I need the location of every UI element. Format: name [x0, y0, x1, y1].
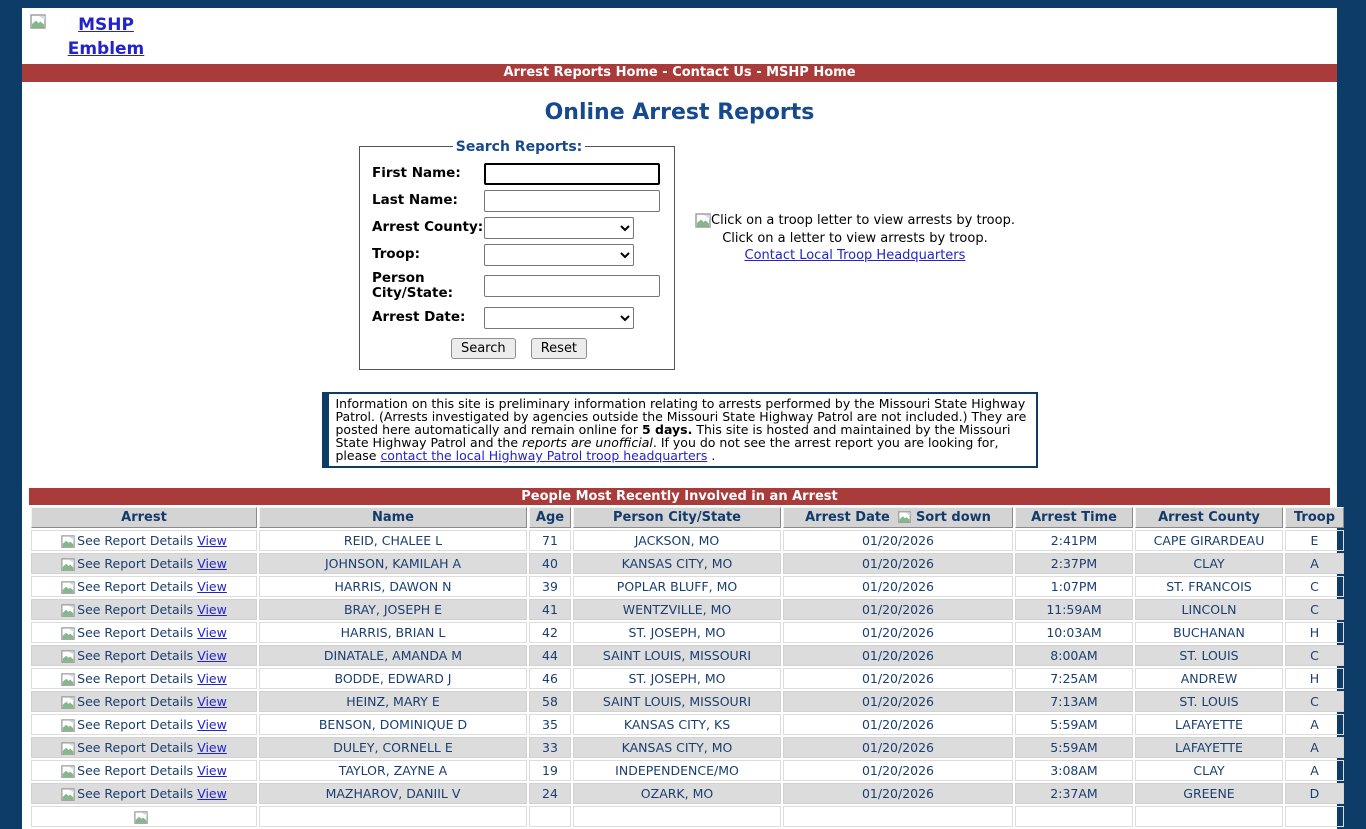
troop-cell: A	[1285, 714, 1344, 735]
arrest-time-cell: 5:59AM	[1015, 737, 1133, 758]
age-cell: 58	[529, 691, 571, 712]
person-city-state-cell: ST. JOSEPH, MO	[573, 668, 781, 689]
person-city-state-cell: OZARK, MO	[573, 783, 781, 804]
troop-map-panel	[695, 213, 1015, 263]
troop-cell	[1285, 806, 1344, 827]
age-cell: 44	[529, 645, 571, 666]
search-reports-fieldset	[359, 139, 675, 370]
view-report-link[interactable]: View	[197, 717, 227, 732]
arrest-action-cell	[31, 668, 257, 689]
arrest-county-cell: CLAY	[1135, 553, 1283, 574]
arrest-action-cell	[31, 576, 257, 597]
first-name-label: First Name:	[372, 164, 461, 181]
arrest-time-cell: 7:25AM	[1015, 668, 1133, 689]
arrest-date-cell: 01/20/2026	[783, 553, 1013, 574]
see-report-details-label: See Report Details	[77, 556, 194, 571]
see-report-details-label: See Report Details	[77, 763, 194, 778]
arrestee-name-cell: BENSON, DOMINIQUE D	[259, 714, 527, 735]
table-row	[31, 645, 1344, 666]
arrest-date-cell: 01/20/2026	[783, 668, 1013, 689]
person-city-state-cell: WENTZVILLE, MO	[573, 599, 781, 620]
arrest-county-cell: CLAY	[1135, 760, 1283, 781]
view-report-link[interactable]: View	[197, 556, 227, 571]
last-name-label: Last Name:	[372, 191, 458, 208]
table-row	[31, 530, 1344, 551]
column-header-arrest-time: Arrest Time	[1015, 507, 1133, 528]
arrest-time-cell: 7:13AM	[1015, 691, 1133, 712]
arrest-time-cell: 2:41PM	[1015, 530, 1133, 551]
notice-bold-days: 5 days.	[641, 421, 693, 437]
arrest-date-select[interactable]	[484, 307, 634, 329]
person-city-state-input[interactable]	[484, 275, 660, 297]
see-report-details-broken-image-icon	[61, 627, 75, 641]
arrest-county-cell: LINCOLN	[1135, 599, 1283, 620]
view-report-link[interactable]: View	[197, 648, 227, 663]
arrest-time-cell: 10:03AM	[1015, 622, 1133, 643]
arrest-action-cell	[31, 691, 257, 712]
troop-map-alt-text: Click on a troop letter to view arrests by troop.	[711, 213, 1015, 229]
age-cell: 71	[529, 530, 571, 551]
arrest-county-cell: LAFAYETTE	[1135, 737, 1283, 758]
see-report-details-broken-image-icon	[134, 811, 148, 825]
troop-label: Troop:	[372, 245, 420, 262]
nav-separator: -	[751, 65, 767, 81]
troop-cell: A	[1285, 760, 1344, 781]
column-header-arrest-date[interactable]	[783, 507, 1013, 528]
troop-cell: C	[1285, 576, 1344, 597]
arrest-time-cell: 2:37PM	[1015, 553, 1133, 574]
age-cell: 24	[529, 783, 571, 804]
arrest-date-cell: 01/20/2026	[783, 599, 1013, 620]
troop-cell: H	[1285, 622, 1344, 643]
table-row	[31, 691, 1344, 712]
person-city-state-label: Person City/State:	[372, 269, 454, 302]
troop-cell: H	[1285, 668, 1344, 689]
arrestee-name-cell	[259, 806, 527, 827]
see-report-details-broken-image-icon	[61, 604, 75, 618]
view-report-link[interactable]: View	[197, 740, 227, 755]
arrestee-name-cell: REID, CHALEE L	[259, 530, 527, 551]
arrest-action-cell	[31, 714, 257, 735]
arrest-date-cell: 01/20/2026	[783, 622, 1013, 643]
view-report-link[interactable]: View	[197, 625, 227, 640]
person-city-state-cell: JACKSON, MO	[573, 530, 781, 551]
see-report-details-label: See Report Details	[77, 648, 194, 663]
age-cell: 41	[529, 599, 571, 620]
see-report-details-label: See Report Details	[77, 717, 194, 732]
troop-cell: A	[1285, 737, 1344, 758]
arrestee-name-cell: DULEY, CORNELL E	[259, 737, 527, 758]
arrest-time-cell: 2:37AM	[1015, 783, 1133, 804]
see-report-details-broken-image-icon	[61, 742, 75, 756]
table-row	[31, 714, 1344, 735]
age-cell: 19	[529, 760, 571, 781]
see-report-details-broken-image-icon	[61, 650, 75, 664]
arrest-time-cell	[1015, 806, 1133, 827]
arrest-county-select[interactable]	[484, 217, 634, 239]
age-cell: 40	[529, 553, 571, 574]
see-report-details-broken-image-icon	[61, 696, 75, 710]
arrestee-name-cell: DINATALE, AMANDA M	[259, 645, 527, 666]
arrest-county-cell: ST. LOUIS	[1135, 645, 1283, 666]
age-cell: 35	[529, 714, 571, 735]
arrest-county-cell: GREENE	[1135, 783, 1283, 804]
table-row	[31, 576, 1344, 597]
arrest-action-cell	[31, 760, 257, 781]
arrest-date-cell: 01/20/2026	[783, 714, 1013, 735]
last-name-input[interactable]	[484, 190, 660, 212]
age-cell: 33	[529, 737, 571, 758]
troop-cell: C	[1285, 599, 1344, 620]
nav-link-arrest-reports-home[interactable]: Arrest Reports Home	[503, 65, 658, 81]
troop-caption: Click on a letter to view arrests by troop.	[722, 230, 988, 246]
arrest-action-cell	[31, 806, 257, 827]
search-region	[359, 139, 1337, 370]
troop-cell: D	[1285, 783, 1344, 804]
arrest-time-cell: 1:07PM	[1015, 576, 1133, 597]
see-report-details-broken-image-icon	[61, 788, 75, 802]
search-button[interactable]: Search	[451, 338, 516, 359]
see-report-details-broken-image-icon	[61, 535, 75, 549]
arrest-date-cell: 01/20/2026	[783, 783, 1013, 804]
see-report-details-broken-image-icon	[61, 558, 75, 572]
troop-cell: C	[1285, 645, 1344, 666]
arrest-results-table	[29, 505, 1346, 829]
arrest-action-cell	[31, 622, 257, 643]
see-report-details-label: See Report Details	[77, 786, 194, 801]
arrest-county-cell: ANDREW	[1135, 668, 1283, 689]
arrest-action-cell	[31, 737, 257, 758]
reset-button[interactable]: Reset	[531, 338, 587, 359]
arrest-date-cell: 01/20/2026	[783, 760, 1013, 781]
troop-cell: E	[1285, 530, 1344, 551]
view-report-link[interactable]: View	[197, 602, 227, 617]
emblem-header	[22, 8, 1337, 64]
table-row	[31, 622, 1344, 643]
arrestee-name-cell: JOHNSON, KAMILAH A	[259, 553, 527, 574]
arrest-county-cell	[1135, 806, 1283, 827]
see-report-details-label: See Report Details	[77, 533, 194, 548]
person-city-state-cell: SAINT LOUIS, MISSOURI	[573, 691, 781, 712]
notice-text: . If you do not see the arrest report you are looking for, please	[335, 435, 999, 464]
arrest-date-cell: 01/20/2026	[783, 576, 1013, 597]
see-report-details-label: See Report Details	[77, 671, 194, 686]
results-banner: People Most Recently Involved in an Arrest	[29, 488, 1330, 505]
column-header-arrest: Arrest	[31, 507, 257, 528]
broken-image-icon	[30, 14, 46, 30]
arrest-time-cell: 11:59AM	[1015, 599, 1133, 620]
table-row	[31, 668, 1344, 689]
view-report-link[interactable]: View	[197, 671, 227, 686]
age-cell: 42	[529, 622, 571, 643]
contact-troop-headquarters-inline-link[interactable]: contact the local Highway Patrol troop headquarters	[380, 448, 708, 464]
age-cell: 39	[529, 576, 571, 597]
arrestee-name-cell: MAZHAROV, DANIIL V	[259, 783, 527, 804]
person-city-state-cell: POPLAR BLUFF, MO	[573, 576, 781, 597]
arrest-date-header-label: Arrest Date	[805, 510, 890, 526]
arrest-time-cell: 5:59AM	[1015, 714, 1133, 735]
arrest-action-cell	[31, 645, 257, 666]
table-row	[31, 806, 1344, 827]
person-city-state-cell: KANSAS CITY, KS	[573, 714, 781, 735]
person-city-state-cell: KANSAS CITY, MO	[573, 737, 781, 758]
table-row	[31, 553, 1344, 574]
arrest-date-cell	[783, 806, 1013, 827]
view-report-link[interactable]: View	[197, 694, 227, 709]
troop-cell: A	[1285, 553, 1344, 574]
arrest-date-label: Arrest Date:	[372, 308, 466, 325]
page-title: Online Arrest Reports	[544, 99, 815, 125]
age-cell	[529, 806, 571, 827]
arrest-date-cell: 01/20/2026	[783, 691, 1013, 712]
notice-text: Information on this site is preliminary information relating to arrests performed by the Missouri State Highway Patrol. (Arrests investigated by agencies outside the Missouri State Highway Patrol are not included.) They are posted here automatically and remain online for	[335, 395, 1027, 437]
arrest-county-cell: ST. LOUIS	[1135, 691, 1283, 712]
arrestee-name-cell: HARRIS, BRIAN L	[259, 622, 527, 643]
arrestee-name-cell: BODDE, EDWARD J	[259, 668, 527, 689]
results-section	[29, 488, 1336, 829]
disclaimer-notice	[322, 392, 1038, 469]
arrestee-name-cell: HARRIS, DAWON N	[259, 576, 527, 597]
arrest-date-cell: 01/20/2026	[783, 530, 1013, 551]
nav-link-mshp-home[interactable]: MSHP Home	[766, 65, 856, 81]
person-city-state-cell: SAINT LOUIS, MISSOURI	[573, 645, 781, 666]
first-name-input[interactable]	[484, 163, 660, 185]
table-row	[31, 783, 1344, 804]
column-header-arrest-county: Arrest County	[1135, 507, 1283, 528]
arrest-action-cell	[31, 530, 257, 551]
arrest-date-cell: 01/20/2026	[783, 737, 1013, 758]
table-row	[31, 599, 1344, 620]
person-city-state-cell: ST. JOSEPH, MO	[573, 622, 781, 643]
arrest-county-cell: BUCHANAN	[1135, 622, 1283, 643]
notice-text: This site is hosted and maintained by the Missouri State Highway Patrol and the	[335, 421, 1011, 450]
see-report-details-label: See Report Details	[77, 694, 194, 709]
sort-down-broken-image-icon[interactable]	[898, 511, 911, 524]
arrest-county-label: Arrest County:	[372, 218, 484, 235]
view-report-link[interactable]: View	[197, 763, 227, 778]
person-city-state-cell	[573, 806, 781, 827]
table-row	[31, 760, 1344, 781]
top-nav-bar	[22, 64, 1337, 82]
table-row	[31, 737, 1344, 758]
column-header-age: Age	[529, 507, 571, 528]
person-city-state-cell: INDEPENDENCE/MO	[573, 760, 781, 781]
see-report-details-broken-image-icon	[61, 765, 75, 779]
arrest-action-cell	[31, 599, 257, 620]
arrest-date-cell: 01/20/2026	[783, 645, 1013, 666]
arrest-time-cell: 8:00AM	[1015, 645, 1133, 666]
arrestee-name-cell: TAYLOR, ZAYNE A	[259, 760, 527, 781]
sort-down-label[interactable]: Sort down	[915, 510, 991, 526]
arrest-county-cell: ST. FRANCOIS	[1135, 576, 1283, 597]
troop-cell: C	[1285, 691, 1344, 712]
table-header-row	[31, 507, 1344, 528]
view-report-link[interactable]: View	[197, 579, 227, 594]
arrestee-name-cell: BRAY, JOSEPH E	[259, 599, 527, 620]
see-report-details-broken-image-icon	[61, 581, 75, 595]
contact-local-troop-headquarters-link[interactable]: Contact Local Troop Headquarters	[744, 247, 966, 263]
see-report-details-label: See Report Details	[77, 579, 194, 594]
page-content	[22, 8, 1337, 829]
see-report-details-broken-image-icon	[61, 719, 75, 733]
troop-map-broken-image-icon	[695, 213, 711, 229]
see-report-details-label: See Report Details	[77, 602, 194, 617]
arrest-county-cell: CAPE GIRARDEAU	[1135, 530, 1283, 551]
nav-link-contact-us[interactable]: Contact Us	[672, 65, 752, 81]
column-header-person-city-state: Person City/State	[573, 507, 781, 528]
see-report-details-label: See Report Details	[77, 625, 194, 640]
mshp-emblem-link[interactable]: MSHP Emblem	[67, 15, 145, 59]
column-header-name: Name	[259, 507, 527, 528]
arrest-time-cell: 3:08AM	[1015, 760, 1133, 781]
age-cell: 46	[529, 668, 571, 689]
notice-italic-unofficial: reports are unofficial	[522, 435, 653, 450]
arrestee-name-cell: HEINZ, MARY E	[259, 691, 527, 712]
search-reports-legend: Search Reports:	[455, 138, 583, 155]
troop-select[interactable]	[484, 244, 634, 266]
person-city-state-cell: KANSAS CITY, MO	[573, 553, 781, 574]
view-report-link[interactable]: View	[197, 786, 227, 801]
see-report-details-broken-image-icon	[61, 673, 75, 687]
arrest-action-cell	[31, 553, 257, 574]
notice-text: .	[707, 448, 716, 464]
arrest-action-cell	[31, 783, 257, 804]
view-report-link[interactable]: View	[197, 533, 227, 548]
arrest-county-cell: LAFAYETTE	[1135, 714, 1283, 735]
nav-separator: -	[657, 65, 673, 81]
column-header-troop: Troop	[1285, 507, 1344, 528]
see-report-details-label: See Report Details	[77, 740, 194, 755]
